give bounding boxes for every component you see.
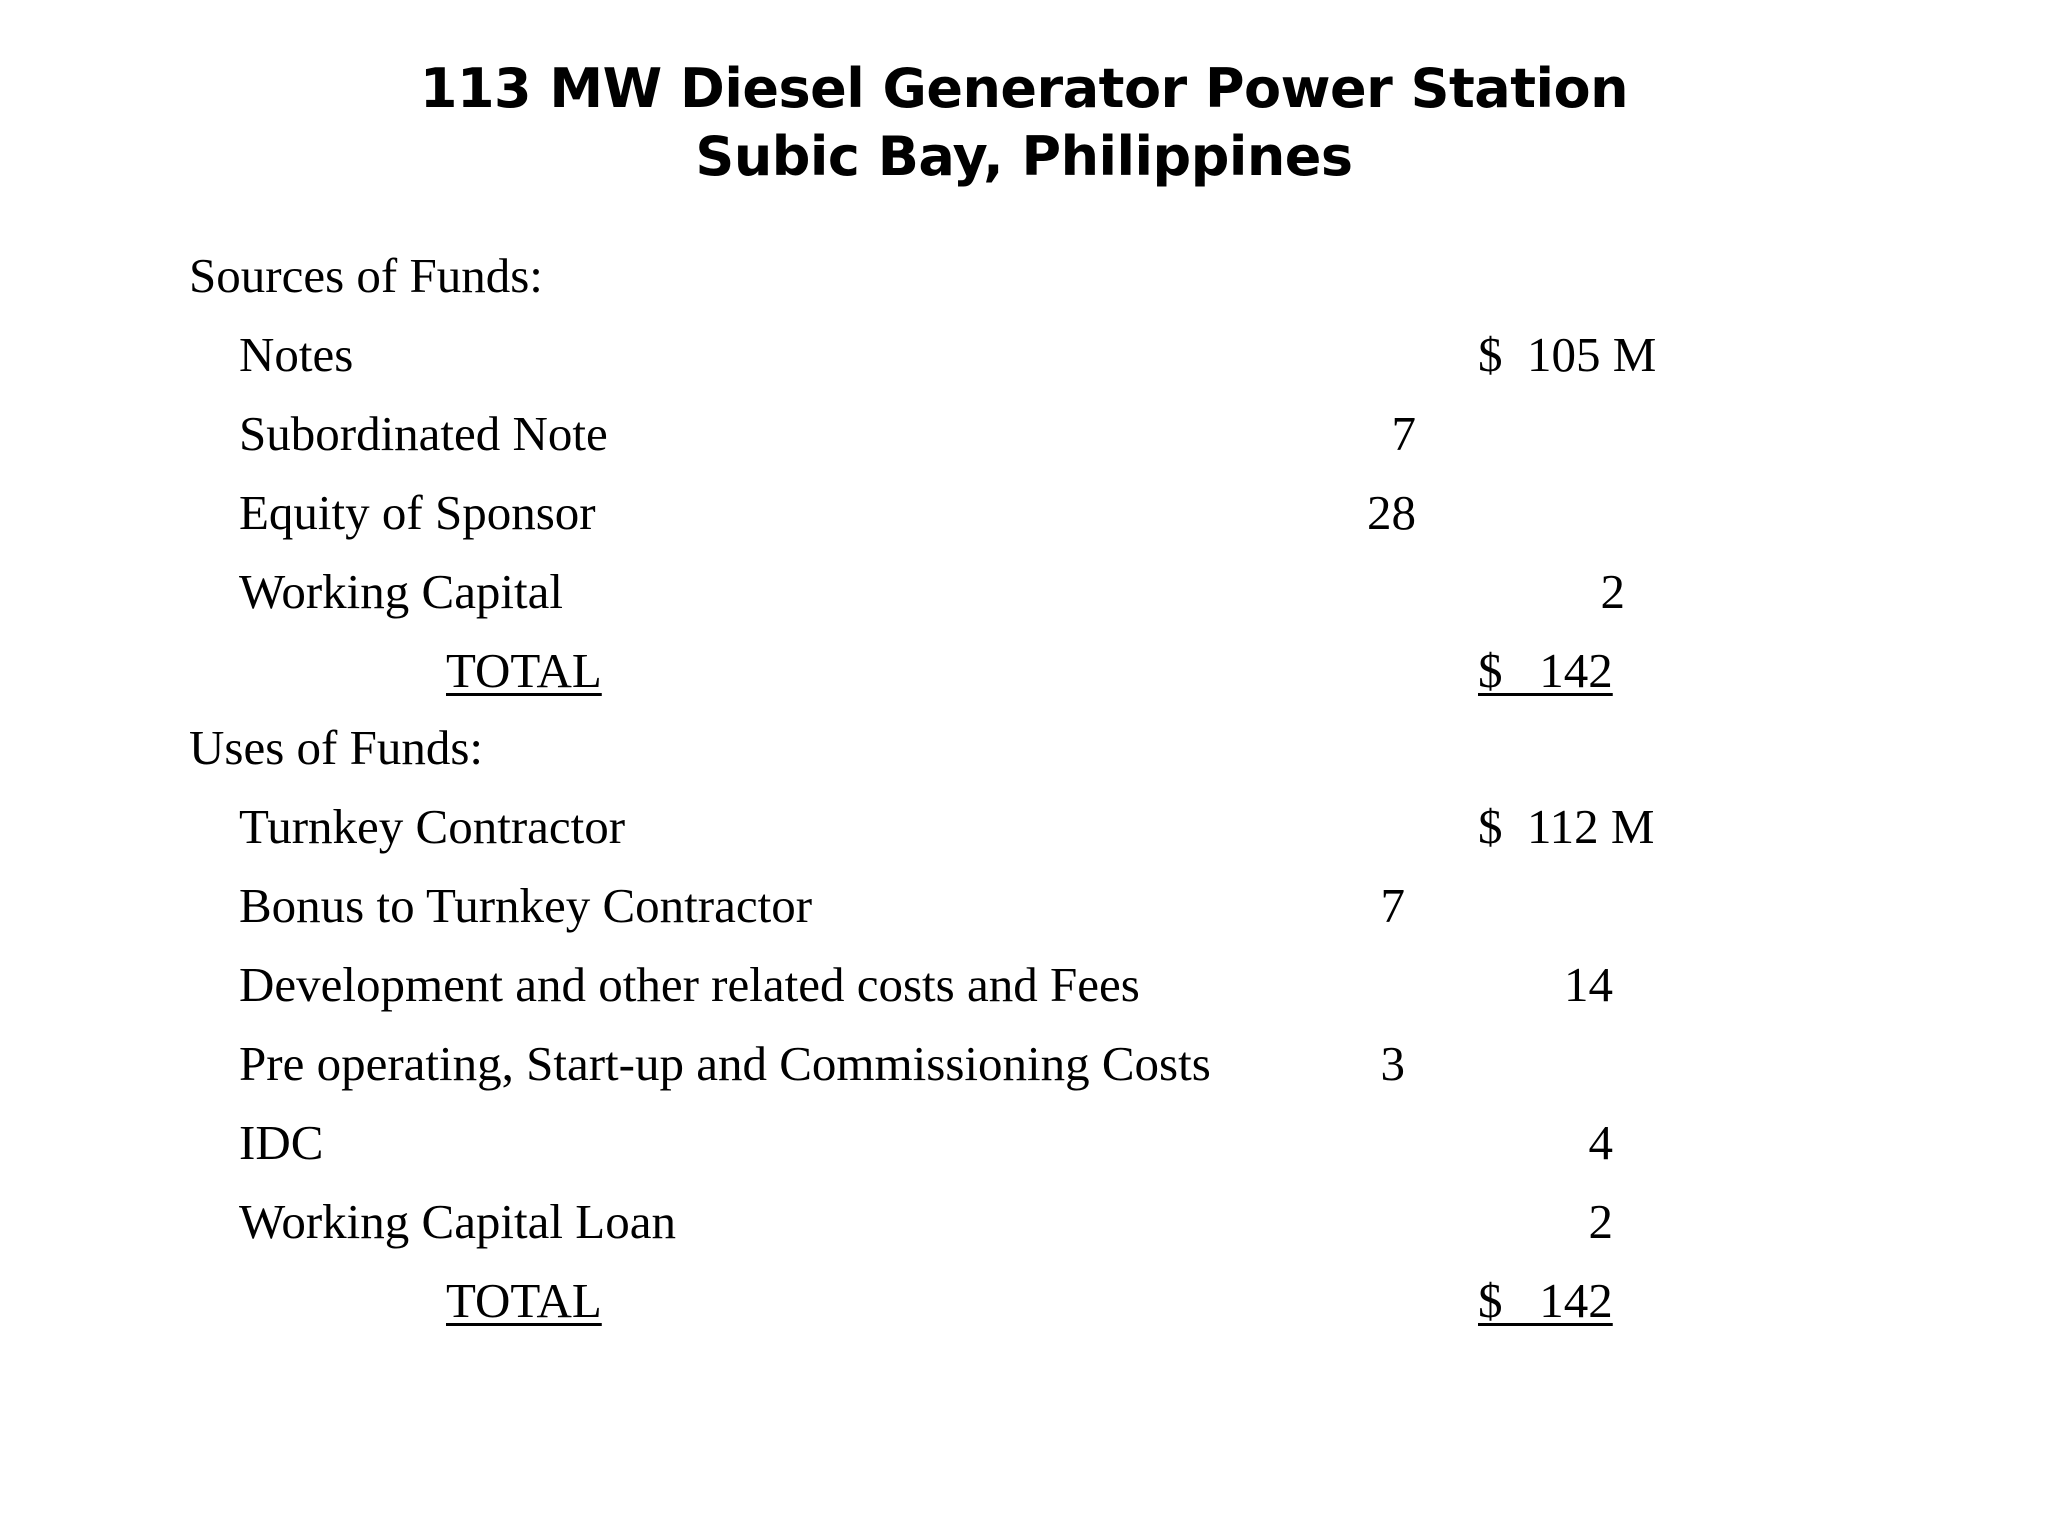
idc-value: 4 — [1588, 1115, 1613, 1170]
development-label: Development and other related costs and Fees — [239, 957, 1140, 1012]
turnkey-value: $ 112 M — [1478, 799, 1655, 854]
bonus-label: Bonus to Turnkey Contractor — [239, 878, 813, 933]
subordinated-note-label: Subordinated Note — [239, 406, 608, 461]
sources-total-value: $ 142 — [1478, 643, 1613, 698]
working-capital-label: Working Capital — [239, 564, 564, 619]
notes-value: $ 105 M — [1478, 327, 1657, 382]
uses-total-label: TOTAL — [446, 1273, 602, 1328]
slide-subtitle: Subic Bay, Philippines — [695, 125, 1353, 188]
bonus-value: 7 — [1380, 878, 1405, 933]
slide-title: 113 MW Diesel Generator Power Station — [419, 57, 1629, 120]
turnkey-label: Turnkey Contractor — [239, 799, 626, 854]
development-value: 14 — [1564, 957, 1613, 1012]
equity-label: Equity of Sponsor — [239, 485, 596, 540]
equity-value: 28 — [1367, 485, 1416, 540]
notes-label: Notes — [239, 327, 354, 382]
working-capital-loan-label: Working Capital Loan — [239, 1194, 676, 1249]
uses-total-value: $ 142 — [1478, 1273, 1613, 1328]
subordinated-note-value: 7 — [1391, 406, 1416, 461]
working-capital-value: 2 — [1600, 564, 1625, 619]
sources-heading: Sources of Funds: — [189, 248, 543, 303]
preop-label: Pre operating, Start-up and Commissioning Costs — [239, 1036, 1211, 1091]
sources-total-label: TOTAL — [446, 643, 602, 698]
idc-label: IDC — [239, 1115, 324, 1170]
uses-heading: Uses of Funds: — [189, 720, 484, 775]
working-capital-loan-value: 2 — [1588, 1194, 1613, 1249]
preop-value: 3 — [1380, 1036, 1405, 1091]
